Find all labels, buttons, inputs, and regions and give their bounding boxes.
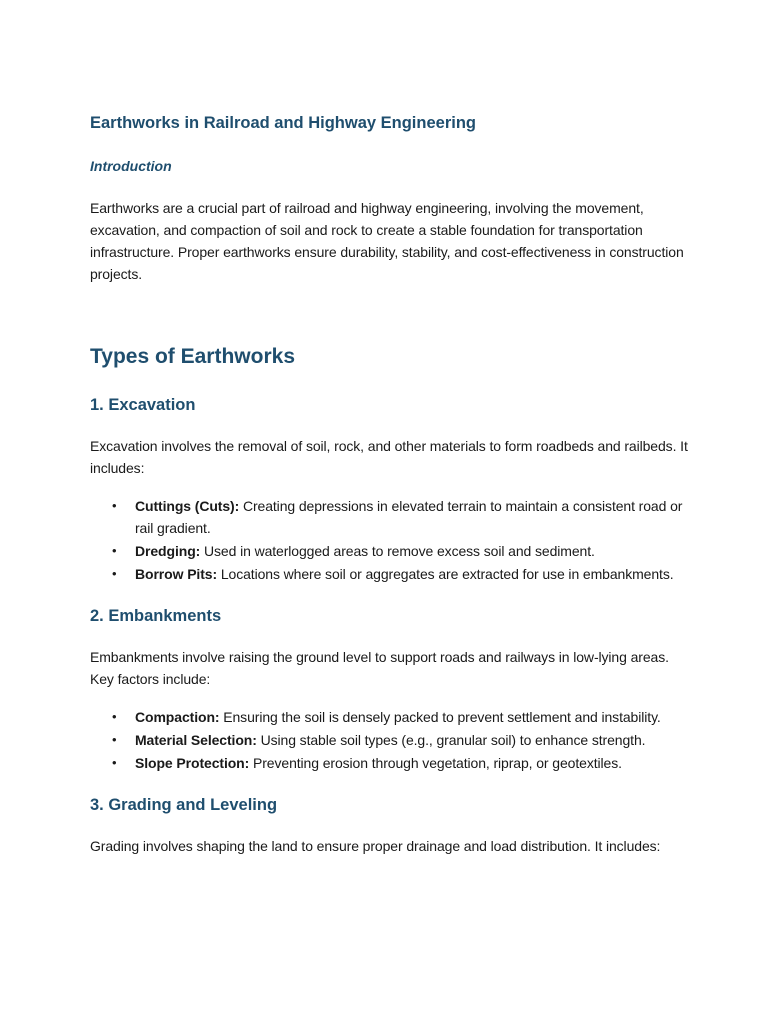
list-item-description: Creating depressions in elevated terrain to maintain a consistent road or rail gradient. — [135, 498, 683, 536]
bullet-icon: • — [112, 732, 117, 747]
bullet-icon: • — [112, 543, 117, 558]
list-item — [112, 563, 690, 585]
list-item-term: Compaction: — [135, 709, 220, 725]
list-item-term: Dredging: — [135, 543, 201, 559]
bullet-icon: • — [112, 755, 117, 770]
section-grading-heading: 3. Grading and Leveling — [90, 796, 278, 814]
list-item-term: Material Selection: — [135, 732, 257, 748]
section-embankments-paragraph: Embankments involve raising the ground level to support roads and railways in low-lying areas. Key factors include: — [90, 649, 669, 687]
list-item — [112, 706, 690, 728]
list-item-term: Cuttings (Cuts): — [135, 498, 240, 514]
list-item — [112, 729, 690, 751]
list-item-term: Slope Protection: — [135, 755, 250, 771]
document-title: Earthworks in Railroad and Highway Engineering — [90, 114, 476, 132]
list-item-description: Locations where soil or aggregates are extracted for use in embankments. — [217, 566, 674, 582]
list-item-description: Used in waterlogged areas to remove excess soil and sediment. — [200, 543, 595, 559]
embankments-list — [90, 706, 690, 774]
document-page — [90, 112, 690, 857]
list-item-description: Ensuring the soil is densely packed to prevent settlement and instability. — [219, 709, 661, 725]
list-item — [112, 540, 690, 562]
introduction-heading: Introduction — [90, 158, 172, 174]
types-of-earthworks-heading: Types of Earthworks — [90, 345, 295, 368]
excavation-list — [90, 495, 690, 585]
section-excavation-paragraph: Excavation involves the removal of soil, rock, and other materials to form roadbeds and railbeds. It includes: — [90, 438, 688, 476]
list-item-term: Borrow Pits: — [135, 566, 218, 582]
bullet-icon: • — [112, 709, 117, 724]
introduction-paragraph: Earthworks are a crucial part of railroad and highway engineering, involving the movement, excavation, and compaction of soil and rock to create a stable foundation for transportation infrastructure. Proper earthworks ensure durability, stability, and cost-effectiveness in construction projects. — [90, 200, 684, 282]
section-excavation-heading: 1. Excavation — [90, 396, 196, 414]
section-embankments-heading: 2. Embankments — [90, 607, 222, 625]
list-item — [112, 752, 690, 774]
section-grading-paragraph: Grading involves shaping the land to ensure proper drainage and load distribution. It includes: — [90, 838, 661, 854]
bullet-icon: • — [112, 498, 117, 513]
list-item — [112, 495, 690, 539]
list-item-description: Preventing erosion through vegetation, riprap, or geotextiles. — [249, 755, 622, 771]
bullet-icon: • — [112, 566, 117, 581]
list-item-description: Using stable soil types (e.g., granular soil) to enhance strength. — [256, 732, 646, 748]
